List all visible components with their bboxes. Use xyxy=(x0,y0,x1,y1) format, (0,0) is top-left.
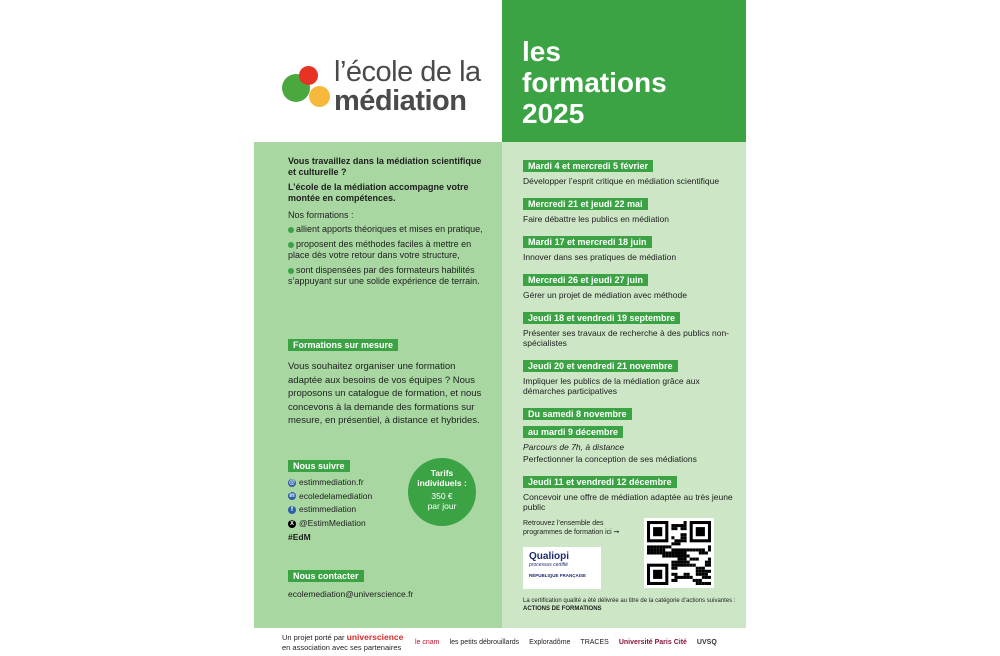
bullet-dot-icon xyxy=(288,242,294,248)
session-date: Du samedi 8 novembre xyxy=(523,408,632,420)
partner-paris-cite: Université Paris Cité xyxy=(618,639,687,646)
tarifs-price: 350 € xyxy=(431,491,453,501)
poster xyxy=(254,0,746,628)
tarifs-title: Tarifs individuels : xyxy=(417,468,467,488)
session-date-end: au mardi 9 décembre xyxy=(523,426,623,438)
session-desc: Faire débattre les publics en médiation xyxy=(523,214,669,224)
bullet-text: sont dispensées par des formateurs habilités s’appuyant sur une solide expérience de terrain. xyxy=(288,265,480,286)
website-link[interactable] xyxy=(288,476,418,490)
sur-mesure-text: Vous souhaitez organiser une formation adaptée aux besoins de vos équipes ? Nous proposons un catalogue de formation, et nous concevons à la demande des formations sur mesure, en présentiel, à distance et hybrides. xyxy=(288,361,482,427)
session-desc: Gérer un projet de médiation avec méthode xyxy=(523,290,687,300)
linkedin-link[interactable] xyxy=(288,490,418,504)
globe-icon: @ xyxy=(289,479,295,486)
certification-note xyxy=(523,597,738,613)
qr-code[interactable] xyxy=(644,518,714,588)
certif-text: La certification qualité a été délivrée au titre de la catégorie d’actions suivantes : xyxy=(523,598,736,604)
intro-bullet xyxy=(288,239,488,261)
session-date: Mardi 4 et mercredi 5 février xyxy=(523,160,653,172)
qualiopi-logo xyxy=(523,547,601,589)
linkedin-icon: in xyxy=(289,493,295,500)
universcience-logo: universcience xyxy=(346,632,404,642)
partner-exploradome: Exploradôme xyxy=(529,639,571,646)
website-link-text[interactable]: estimmediation.fr xyxy=(299,477,364,487)
facebook-icon: f xyxy=(288,506,296,514)
sur-mesure-section xyxy=(288,335,488,428)
session-item xyxy=(523,308,738,348)
session-item xyxy=(523,404,738,464)
session-desc: Innover dans ses pratiques de médiation xyxy=(523,252,677,262)
certif-bold: ACTIONS DE FORMATIONS xyxy=(523,606,602,612)
facebook-link-text[interactable]: estimmediation xyxy=(299,504,357,515)
nous-suivre-tag: Nous suivre xyxy=(288,460,350,472)
partner-logos xyxy=(415,638,717,648)
facebook-link[interactable] xyxy=(288,503,418,517)
contact-tag: Nous contacter xyxy=(288,570,364,582)
bullet-dot-icon xyxy=(288,227,294,233)
intro-question: Vous travaillez dans la médiation scientifique et culturelle ? xyxy=(288,156,482,177)
contact-email[interactable]: ecolemediation@universcience.fr xyxy=(288,589,414,599)
session-item xyxy=(523,356,738,396)
session-item xyxy=(523,270,738,300)
session-item xyxy=(523,472,738,512)
title-panel xyxy=(502,0,746,142)
footer-line2: en association avec ses partenaires xyxy=(282,643,402,652)
yellow-circle-icon xyxy=(309,86,330,107)
linkedin-link-text[interactable]: ecoledelamediation xyxy=(299,490,373,501)
session-desc: Impliquer les publics de la médiation grâce aux démarches participatives xyxy=(523,376,700,396)
x-link[interactable] xyxy=(288,517,418,531)
qualiopi-rep: RÉPUBLIQUE FRANÇAISE xyxy=(529,573,587,578)
session-desc: Développer l’esprit critique en médiation scientifique xyxy=(523,176,720,186)
footer-project: Un projet porté par xyxy=(282,633,345,642)
title-line1: les xyxy=(522,36,561,67)
x-icon: X xyxy=(289,520,294,527)
intro-bullet xyxy=(288,224,488,235)
session-date: Jeudi 11 et vendredi 12 décembre xyxy=(523,476,677,488)
session-item xyxy=(523,232,738,262)
page-title xyxy=(522,36,667,129)
right-column xyxy=(502,142,746,628)
programmes-link-text: Retrouvez l’ensemble des programmes de formation ici ➞ xyxy=(523,520,620,536)
nous-suivre-section xyxy=(288,456,418,545)
session-date: Mercredi 21 et jeudi 22 mai xyxy=(523,198,648,210)
bullet-dot-icon xyxy=(288,268,294,274)
partner-debrouillards: les petits débrouillards xyxy=(449,639,520,646)
footer xyxy=(282,632,742,654)
intro-block xyxy=(288,156,488,291)
logo-text xyxy=(334,58,481,116)
session-note: Parcours de 7h, à distance xyxy=(523,442,625,452)
qr-code-icon xyxy=(647,521,711,585)
session-desc: Concevoir une offre de médiation adaptée au très jeune public xyxy=(523,492,733,512)
social-links xyxy=(288,476,418,545)
session-date: Jeudi 20 et vendredi 21 novembre xyxy=(523,360,678,372)
hashtag: #EdM xyxy=(288,532,311,543)
bullet-text: allient apports théoriques et mises en pratique, xyxy=(296,224,483,234)
session-date: Mardi 17 et mercredi 18 juin xyxy=(523,236,652,248)
session-desc: Présenter ses travaux de recherche à des publics non-spécialistes xyxy=(523,328,730,348)
logo-circles-icon xyxy=(282,66,334,114)
title-line2: formations xyxy=(522,67,667,98)
bullet-text: proposent des méthodes faciles à mettre en place dès votre retour dans votre structure, xyxy=(288,239,472,260)
sessions-list xyxy=(523,156,738,520)
sur-mesure-tag: Formations sur mesure xyxy=(288,339,398,351)
x-link-text[interactable]: @EstimMediation xyxy=(299,517,366,528)
session-item xyxy=(523,156,738,186)
red-circle-icon xyxy=(299,66,318,85)
title-line3: 2025 xyxy=(522,98,585,129)
session-date: Jeudi 18 et vendredi 19 septembre xyxy=(523,312,680,324)
logo-panel xyxy=(254,0,502,142)
intro-lead: Nos formations : xyxy=(288,210,354,220)
partner-uvsq: UVSQ xyxy=(696,639,717,646)
tarifs-unit: par jour xyxy=(427,501,457,511)
qualiopi-sub: processus certifié xyxy=(529,562,568,568)
intro-bullet xyxy=(288,265,488,287)
session-desc xyxy=(523,442,738,464)
session-date: Mercredi 26 et jeudi 27 juin xyxy=(523,274,648,286)
partner-cnam: le cnam xyxy=(415,639,440,646)
qualiopi-name: Qualiopi xyxy=(529,551,569,562)
tarifs-badge xyxy=(408,458,476,526)
logo-line1: l’école de la xyxy=(334,56,481,88)
contact-section xyxy=(288,566,488,599)
logo-line2: médiation xyxy=(334,85,467,117)
left-column xyxy=(254,142,502,628)
partner-traces: TRACES xyxy=(580,639,609,646)
intro-statement: L’école de la médiation accompagne votre montée en compétences. xyxy=(288,182,469,203)
session-item xyxy=(523,194,738,224)
session-desc-text: Perfectionner la conception de ses médiations xyxy=(523,454,697,464)
